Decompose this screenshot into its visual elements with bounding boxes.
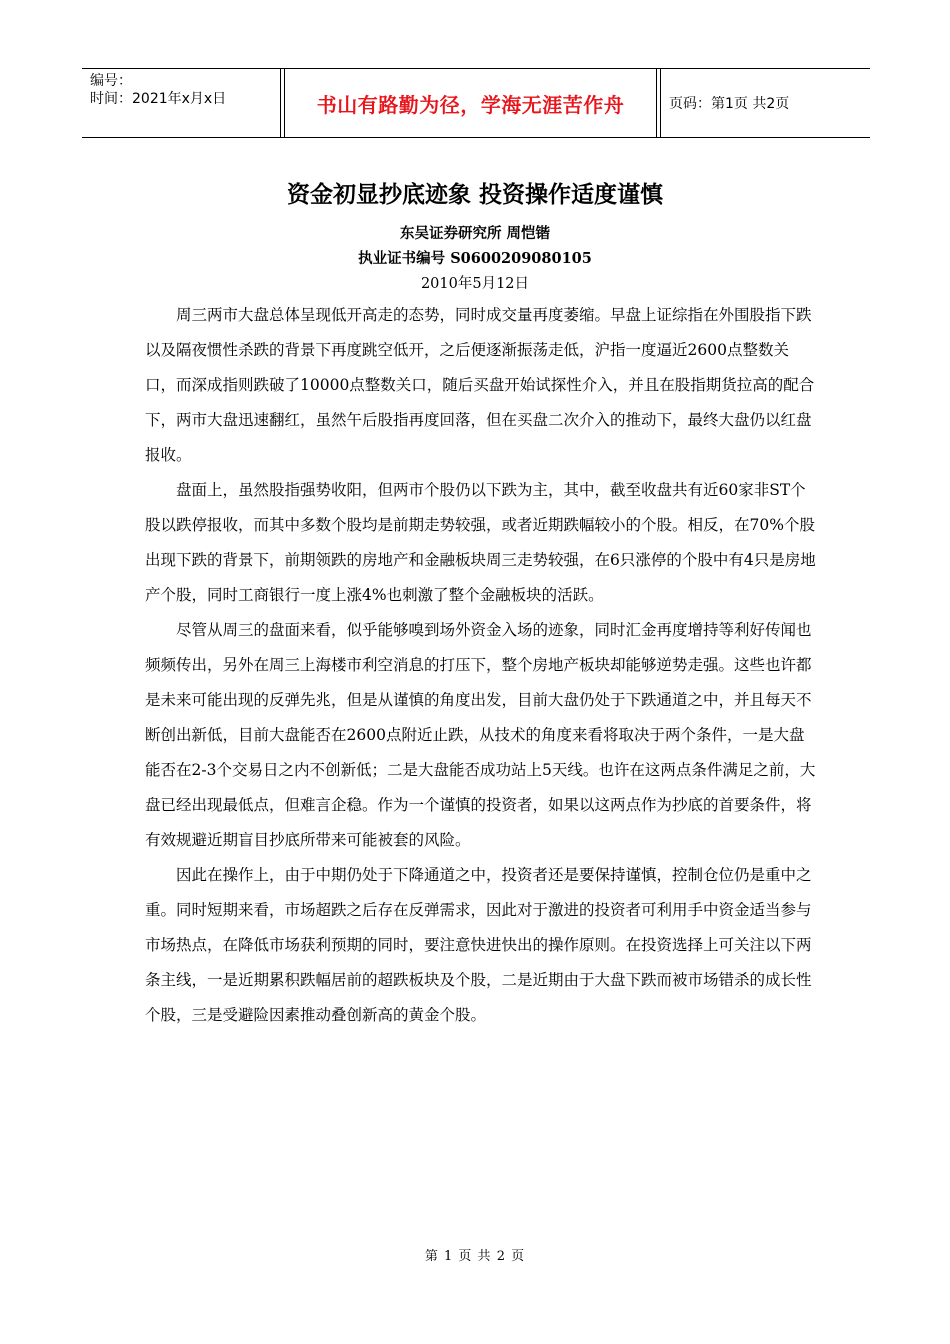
paragraph: 因此在操作上，由于中期仍处于下降通道之中，投资者还是要保持谨慎，控制仓位仍是重中之重。同时短期来看，市场超跌之后存在反弹需求，因此对于激进的投资者可利用手中资金适当参与市场热点，在降低市场获利预期的同时，要注意快进快出的操作原则。在投资选择上可关注以下两条主线，一是近期累积跌幅居前的超跌板块及个股，二是近期由于大盘下跌而被市场错杀的成长性个股，三是受避险因素推动叠创新高的黄金个股。 xyxy=(145,866,812,1024)
article-date: 2010年5月12日 xyxy=(420,276,530,292)
header-motto-cell xyxy=(284,69,657,137)
header-page-cell xyxy=(660,69,870,137)
paragraph: 尽管从周三的盘面来看，似乎能够嗅到场外资金入场的迹象，同时汇金再度增持等利好传闻也频频传出，另外在周三上海楼市利空消息的打压下，整个房地产板块却能够逆势走强。这些也许都是未来可能出现的反弹先兆，但是从谨慎的角度出发，目前大盘仍处于下跌通道之中，并且每天不断创出新低，目前大盘能否在2600点附近止跌，从技术的角度来看将取决于两个条件，一是大盘能否在2-3个交易日之内不创新低；二是大盘能否成功站上5天线。也许在这两点条件满足之前，大盘已经出现最低点，但难言企稳。作为一个谨慎的投资者，如果以这两点作为抄底的首要条件，将有效规避近期盲目抄底所带来可能被套的风险。 xyxy=(145,621,816,849)
header-table xyxy=(82,68,870,138)
motto-text: 书山有路勤为径，学海无涯苦作舟 xyxy=(316,92,625,117)
paragraph: 周三两市大盘总体呈现低开高走的态势，同时成交量再度萎缩。早盘上证综指在外围股指下跌以及隔夜惯性杀跌的背景下再度跳空低开，之后便逐渐振荡走低，沪指一度逼近2600点整数关口，而深成指则跌破了10000点整数关口，随后买盘开始试探性介入，并且在股指期货拉高的配合下，两市大盘迅速翻红，虽然午后股指再度回落，但在买盘二次介入的推动下，最终大盘仍以红盘报收。 xyxy=(145,306,815,464)
article-title: 资金初显抄底迹象 投资操作适度谨慎 xyxy=(286,182,663,208)
page-footer: 第 1 页 共 2 页 xyxy=(424,1249,526,1264)
article-body xyxy=(145,298,817,1033)
header-meta-cell xyxy=(82,69,281,137)
time-label: 时间：2021年x月x日 xyxy=(90,91,227,107)
certificate-line: 执业证书编号 S0600209080105 xyxy=(358,250,592,267)
paragraph: 盘面上，虽然股指强势收阳，但两市个股仍以下跌为主，其中，截至收盘共有近60家非ST个股以跌停报收，而其中多数个股均是前期走势较强，或者近期跌幅较小的个股。相反，在70%个股出现下跌的背景下，前期领跌的房地产和金融板块周三走势较强，在6只涨停的个股中有4只是房地产个股，同时工商银行一度上涨4%也刺激了整个金融板块的活跃。 xyxy=(145,481,816,604)
page-info: 页码：第1页 共2页 xyxy=(669,96,790,112)
author-line: 东吴证券研究所 周恺锴 xyxy=(399,225,551,242)
doc-number-label: 编号： xyxy=(90,73,132,89)
